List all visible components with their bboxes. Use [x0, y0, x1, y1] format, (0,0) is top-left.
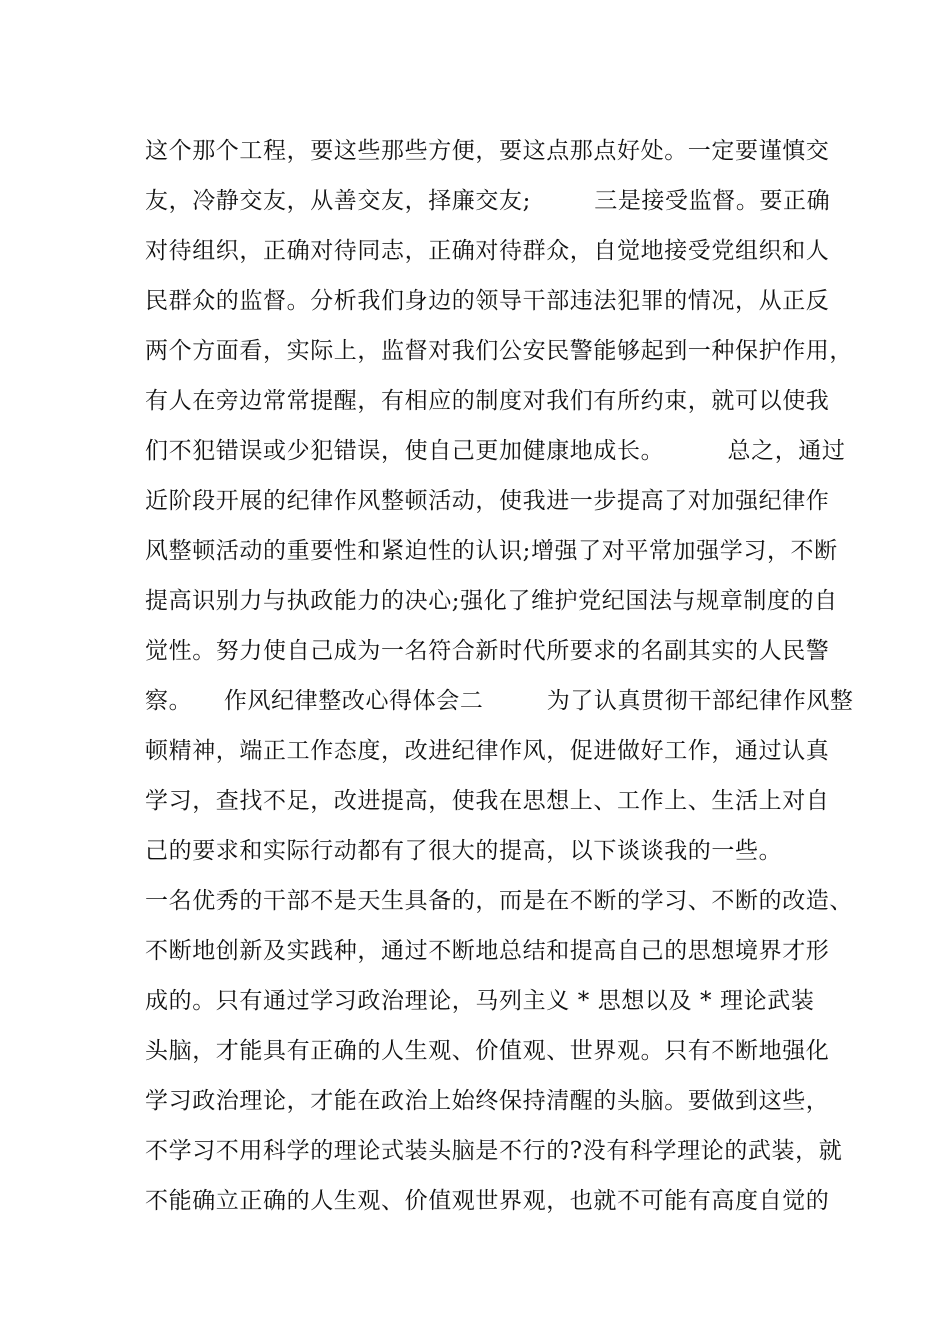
- text-line: 近阶段开展的纪律作风整顿活动，使我进一步提高了对加强纪律作: [145, 488, 830, 514]
- text-line: 民群众的监督。分析我们身边的领导干部违法犯罪的情况，从正反: [145, 288, 830, 314]
- text-line: 学习，查找不足，改进提高，使我在思想上、工作上、生活上对自: [145, 788, 830, 814]
- text-line: 对待组织，正确对待同志，正确对待群众，自觉地接受党组织和人: [145, 238, 830, 264]
- text-line: 不断地创新及实践种，通过不断地总结和提高自己的思想境界才形: [145, 938, 830, 964]
- text-line: 己的要求和实际行动都有了很大的提高，以下谈谈我的一些。: [145, 838, 783, 864]
- text-line: 学习政治理论，才能在政治上始终保持清醒的头脑。要做到这些，: [145, 1088, 830, 1114]
- text-line: 察。 作风纪律整改心得体会二 为了认真贯彻干部纪律作风整: [145, 688, 854, 714]
- text-line: 风整顿活动的重要性和紧迫性的认识;增强了对平常加强学习，不断: [145, 538, 838, 564]
- text-line: 不学习不用科学的理论式装头脑是不行的?没有科学理论的武装，就: [145, 1138, 843, 1164]
- text-line: 成的。只有通过学习政治理论，马列主义 * 思想以及 * 理论武装: [145, 988, 815, 1014]
- text-line: 两个方面看，实际上，监督对我们公安民警能够起到一种保护作用，: [145, 338, 853, 364]
- document-body: [145, 133, 854, 1233]
- text-line: 觉性。努力使自己成为一名符合新时代所要求的名副其实的人民警: [145, 638, 830, 664]
- text-line: 友，冷静交友，从善交友，择廉交友; 三是接受监督。要正确: [145, 188, 831, 214]
- text-line: 头脑，才能具有正确的人生观、价值观、世界观。只有不断地强化: [145, 1038, 830, 1064]
- text-line: 们不犯错误或少犯错误，使自己更加健康地成长。 总之，通过: [145, 438, 846, 464]
- text-line: 提高识别力与执政能力的决心;强化了维护党纪国法与规章制度的自: [145, 588, 838, 614]
- text-line: 有人在旁边常常提醒，有相应的制度对我们有所约束，就可以使我: [145, 388, 830, 414]
- text-line: 这个那个工程，要这些那些方便，要这点那点好处。一定要谨慎交: [145, 138, 830, 164]
- text-line: 顿精神，端正工作态度，改进纪律作风，促进做好工作，通过认真: [145, 738, 830, 764]
- text-line: 不能确立正确的人生观、价值观世界观，也就不可能有高度自觉的: [145, 1188, 830, 1214]
- text-line: 一名优秀的干部不是天生具备的，而是在不断的学习、不断的改造、: [145, 888, 853, 914]
